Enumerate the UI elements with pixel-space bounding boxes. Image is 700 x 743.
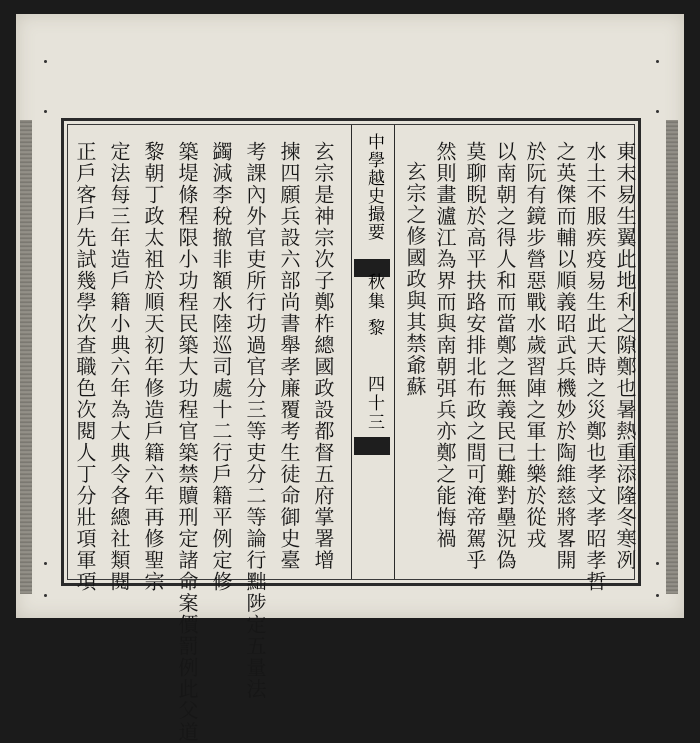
text-frame <box>61 118 641 743</box>
right-column-4: 以南朝之得人和而當鄭之無義民已難對壘況偽 <box>493 141 517 571</box>
left-column-1: 正戶客戶先試幾學次查職色次閱人丁分壯項軍項 <box>73 141 97 593</box>
right-column-3: 莫聊睨於高平扶路安排北布政之間可淹帝駕乎 <box>463 141 487 571</box>
right-column-1: 玄宗之修國政與其禁爺蘇 <box>403 161 427 398</box>
left-column-5: 蠲減李稅撤非額水陸巡司處十二行戶籍平例定修 <box>209 141 233 593</box>
text-frame-inner <box>67 124 637 743</box>
left-column-6: 考課內外官吏所行功過官分三等吏分二等論行黜陟定五量法 <box>243 141 267 700</box>
book-page <box>16 14 684 743</box>
book-title: 中學越史撮要 <box>364 133 384 241</box>
right-column-8: 東末易生翼此地利之隙鄭也暑熱重添隆冬寒冽 <box>613 141 637 571</box>
center-fold <box>351 125 395 579</box>
left-column-8: 玄宗是神宗次子鄭柞總國政設都督五府掌署增 <box>311 141 335 571</box>
volume-label: 秋集 黎 <box>364 273 384 338</box>
right-binding-strip <box>666 120 678 594</box>
right-column-2: 然則畫瀘江為界而與南朝弭兵亦鄭之能悔禍 <box>433 141 457 550</box>
fishtail-mark-bottom <box>354 437 390 455</box>
right-column-5: 於阮有鏡步營惡戰水歲習陣之軍士樂於從戎 <box>523 141 547 550</box>
left-column-3: 黎朝丁政太祖於順天初年修造戶籍六年再修聖宗 <box>141 141 165 593</box>
left-column-2: 定法每三年造戶籍小典六年為大典令各總社類閱 <box>107 141 131 593</box>
right-column-6: 之英傑而輔以順義昭武兵機妙於陶維慈將畧開 <box>553 141 577 571</box>
left-column-4: 築堤條程限小功程民築大功程官築禁贖刑定諸命案價罰例此父道 <box>175 141 199 743</box>
left-column-7: 揀四願兵設六部尚書舉孝廉覆考生徒命御史臺 <box>277 141 301 571</box>
right-column-7: 水土不服疾疫易生此天時之災鄭也孝文孝昭孝哲 <box>583 141 607 593</box>
left-binding-strip <box>20 120 32 594</box>
page-number: 四十三 <box>364 375 384 432</box>
